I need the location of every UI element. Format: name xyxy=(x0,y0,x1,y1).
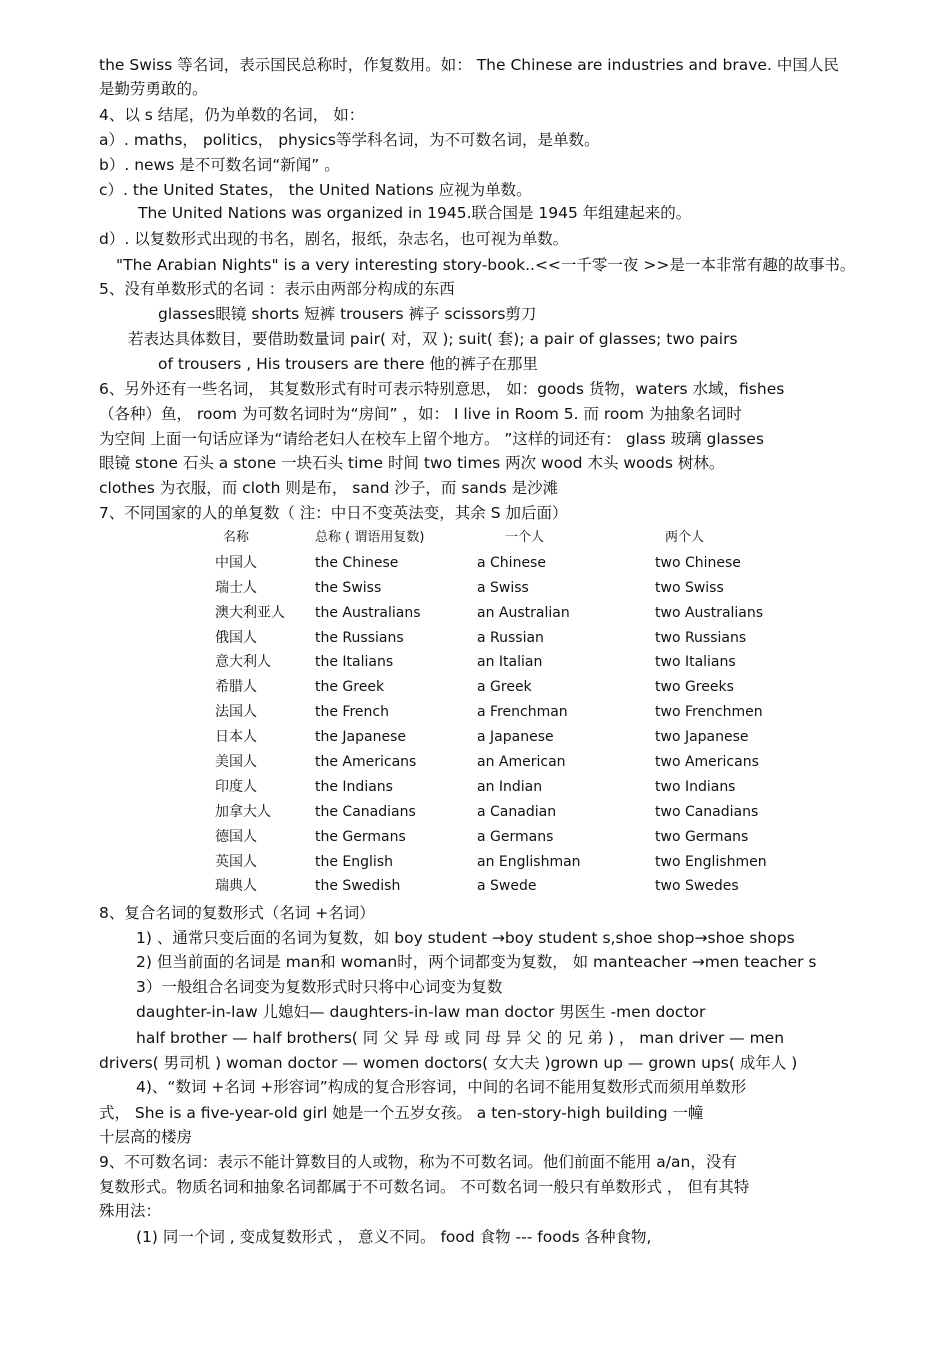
table-cell-collective: the Canadians xyxy=(315,803,416,820)
text-line: a）. maths， politics， physics等学科名词，为不可数名词，是单数。 xyxy=(99,131,600,149)
table-cell-name: 德国人 xyxy=(215,828,257,845)
example-line: glasses眼镜 shorts 短裤 trousers 裤子 scissors剪刀 xyxy=(158,305,537,323)
table-cell-singular: an American xyxy=(477,754,566,771)
table-cell-collective: the Americans xyxy=(315,754,417,771)
table-cell-singular: a Swiss xyxy=(477,579,529,596)
table-cell-plural: two Australians xyxy=(655,604,764,621)
table-cell-plural: two Canadians xyxy=(655,803,759,820)
section-heading: 5、没有单数形式的名词 ：表示由两部分构成的东西 xyxy=(99,280,455,298)
table-cell-name: 澳大利亚人 xyxy=(215,604,285,621)
text-line: 4)、“数词 +名词 +形容词”构成的复合形容词，中间的名词不能用复数形式而须用单数形 xyxy=(136,1078,747,1096)
table-cell-name: 瑞士人 xyxy=(215,579,257,596)
table-row xyxy=(215,852,815,877)
text-line: the Swiss 等名词，表示国民总称时，作复数用。如： The Chinese are industries and brave. 中国人民 xyxy=(99,56,839,74)
table-row xyxy=(215,727,815,752)
example-line: "The Arabian Nights" is a very interesting story-book..<<一千零一夜 >>是一本非常有趣的故事书。 xyxy=(116,256,856,274)
table-cell-name: 俄国人 xyxy=(215,629,257,646)
table-cell-singular: a Germans xyxy=(477,828,554,845)
table-cell-singular: an Italian xyxy=(477,654,543,671)
table-cell-singular: a Japanese xyxy=(477,729,554,746)
table-cell-singular: an Indian xyxy=(477,778,543,795)
table-cell-collective: the Russians xyxy=(315,629,404,646)
table-cell-collective: the Swiss xyxy=(315,579,382,596)
table-row xyxy=(215,802,815,827)
table-body xyxy=(215,553,815,901)
table-cell-singular: a Canadian xyxy=(477,803,557,820)
section-heading: 6、另外还有一些名词， 其复数形式有时可表示特别意思， 如：goods 货物，waters 水域，fishes xyxy=(99,380,785,398)
table-cell-plural: two Chinese xyxy=(655,554,741,571)
section-heading: 4、以 s 结尾，仍为单数的名词， 如： xyxy=(99,106,365,124)
text-line: c）. the United States， the United Nations 应视为单数。 xyxy=(99,181,532,199)
table-row xyxy=(215,702,815,727)
text-line: 2) 但当前面的名词是 man和 woman时，两个词都变为复数， 如 manteacher →men teacher s xyxy=(136,953,817,971)
text-line: b）. news 是不可数名词“新闻” 。 xyxy=(99,156,340,174)
table-cell-collective: the Greek xyxy=(315,679,385,696)
table-cell-plural: two Japanese xyxy=(655,729,749,746)
example-line: 式， She is a five-year-old girl 她是一个五岁女孩。 a ten-story-high building 一幢 xyxy=(99,1104,704,1122)
table-row xyxy=(215,827,815,852)
table-cell-singular: a Swede xyxy=(477,878,537,895)
text-line: clothes 为衣服，而 cloth 则是布， sand 沙子，而 sands 是沙滩 xyxy=(99,479,559,497)
table-cell-name: 意大利人 xyxy=(215,654,271,671)
text-line: 眼镜 stone 石头 a stone 一块石头 time 时间 two times 两次 wood 木头 woods 树林。 xyxy=(99,454,725,472)
table-cell-name: 中国人 xyxy=(215,554,257,571)
text-line: d）. 以复数形式出现的书名，剧名，报纸，杂志名，也可视为单数。 xyxy=(99,230,569,248)
table-cell-collective: the Italians xyxy=(315,654,394,671)
section-heading: 8、复合名词的复数形式（名词 +名词） xyxy=(99,904,375,922)
text-line: of trousers , His trousers are there 他的裤子在那里 xyxy=(158,355,538,373)
table-row xyxy=(215,652,815,677)
table-cell-plural: two Greeks xyxy=(655,679,734,696)
text-line: 十层高的楼房 xyxy=(99,1128,193,1146)
table-cell-plural: two Swiss xyxy=(655,579,724,596)
table-cell-name: 美国人 xyxy=(215,754,257,771)
table-cell-collective: the Swedish xyxy=(315,878,401,895)
table-cell-collective: the English xyxy=(315,853,393,870)
table-cell-collective: the Indians xyxy=(315,778,393,795)
table-cell-name: 瑞典人 xyxy=(215,878,257,895)
table-header: 一个人 xyxy=(505,530,545,545)
example-line: half brother — half brothers( 同 父 异 母 或 同 母 异 父 的 兄 弟 ) ， man driver — men xyxy=(136,1029,785,1047)
table-header: 总称 ( 谓语用复数) xyxy=(315,530,425,545)
table-header: 名称 xyxy=(223,530,250,545)
table-cell-plural: two Russians xyxy=(655,629,747,646)
example-line: daughter-in-law 儿媳妇— daughters-in-law man doctor 男医生 -men doctor xyxy=(136,1003,706,1021)
table-cell-name: 印度人 xyxy=(215,778,257,795)
table-row xyxy=(215,752,815,777)
text-line: （各种）鱼， room 为可数名词时为“房间” ，如： I live in Room 5. 而 room 为抽象名词时 xyxy=(99,405,742,423)
table-cell-singular: a Chinese xyxy=(477,554,546,571)
table-cell-plural: two Frenchmen xyxy=(655,704,763,721)
table-row xyxy=(215,876,815,901)
table-cell-plural: two Italians xyxy=(655,654,736,671)
text-line: 1) 、通常只变后面的名词为复数，如 boy student →boy student s,shoe shop→shoe shops xyxy=(136,929,795,947)
text-line: 殊用法： xyxy=(99,1202,162,1220)
table-row xyxy=(215,777,815,802)
table-cell-name: 英国人 xyxy=(215,853,257,870)
table-row xyxy=(215,578,815,603)
example-line: The United Nations was organized in 1945.联合国是 1945 年组建起来的。 xyxy=(138,204,692,222)
table-cell-singular: an Australian xyxy=(477,604,570,621)
table-cell-name: 日本人 xyxy=(215,729,257,746)
text-line: (1) 同一个词 , 变成复数形式 ， 意义不同。 food 食物 --- foods 各种食物, xyxy=(136,1228,652,1246)
table-cell-name: 加拿大人 xyxy=(215,803,271,820)
table-cell-collective: the Germans xyxy=(315,828,406,845)
table-cell-collective: the Chinese xyxy=(315,554,399,571)
table-cell-name: 希腊人 xyxy=(215,679,257,696)
nationality-table xyxy=(215,528,815,901)
text-line: 为空间 上面一句话应译为“请给老妇人在校车上留个地方。 ”这样的词还有： glass 玻璃 glasses xyxy=(99,430,764,448)
table-cell-name: 法国人 xyxy=(215,704,257,721)
table-cell-singular: an Englishman xyxy=(477,853,581,870)
example-line: drivers( 男司机 ) woman doctor — women doctors( 女大夫 )grown up — grown ups( 成年人 ) xyxy=(99,1054,798,1072)
section-heading: 9、不可数名词：表示不能计算数目的人或物，称为不可数名词。他们前面不能用 a/an，没有 xyxy=(99,1153,737,1171)
table-cell-singular: a Frenchman xyxy=(477,704,568,721)
section-heading: 7、不同国家的人的单复数（ 注：中日不变英法变，其余 S 加后面） xyxy=(99,504,568,522)
text-line: 3）一般组合名词变为复数形式时只将中心词变为复数 xyxy=(136,978,503,996)
table-cell-singular: a Greek xyxy=(477,679,532,696)
table-cell-collective: the Australians xyxy=(315,604,421,621)
table-row xyxy=(215,603,815,628)
table-row xyxy=(215,628,815,653)
table-row xyxy=(215,553,815,578)
table-cell-plural: two Swedes xyxy=(655,878,739,895)
table-cell-plural: two Indians xyxy=(655,778,736,795)
table-cell-plural: two Englishmen xyxy=(655,853,767,870)
table-header-row xyxy=(215,528,815,553)
table-cell-plural: two Americans xyxy=(655,754,759,771)
text-line: 是勤劳勇敢的。 xyxy=(99,80,208,98)
table-cell-collective: the French xyxy=(315,704,389,721)
table-row xyxy=(215,677,815,702)
table-cell-collective: the Japanese xyxy=(315,729,406,746)
text-line: 若表达具体数目，要借助数量词 pair( 对，双 ); suit( 套); a pair of glasses; two pairs xyxy=(128,330,738,348)
table-cell-plural: two Germans xyxy=(655,828,749,845)
text-line: 复数形式。物质名词和抽象名词都属于不可数名词。 不可数名词一般只有单数形式 ， 但有其特 xyxy=(99,1178,750,1196)
table-header: 两个人 xyxy=(665,530,705,545)
table-cell-singular: a Russian xyxy=(477,629,544,646)
